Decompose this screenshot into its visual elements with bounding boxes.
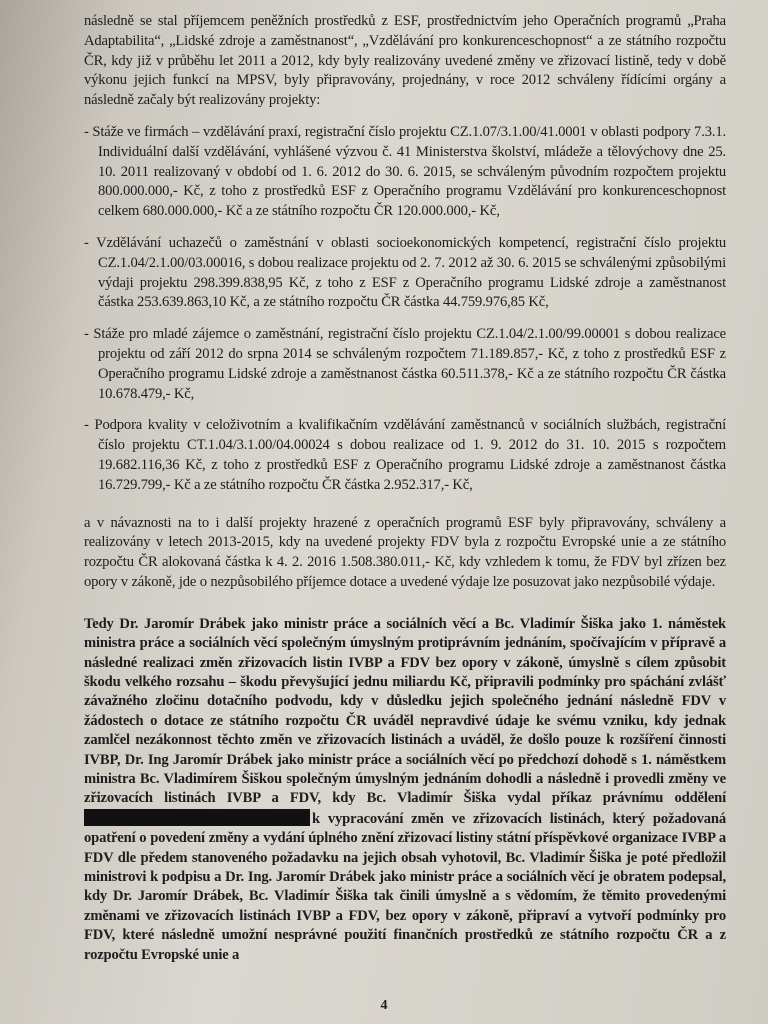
project-item-3: - Stáže pro mladé zájemce o zaměstnání, registrační číslo projektu CZ.1.04/2.1.00/99.00001 s dobou realizace projektu od září 2012 do srpna 2014 se schváleným rozpočtem 71.189.857,- Kč, z toho z prostředků ESF z Operačního programu Lidské zdroje a zaměstnanost částka 60.511.378,- Kč a ze státního rozpočtu ČR částka 10.678.479,- Kč, [84,326,726,402]
project-item-4: - Podpora kvality v celoživotním a kvalifikačním vzdělávání zaměstnanců v sociálních službách, registrační číslo projektu CT.1.04/3.1.00/04.00024 s dobou realizace od 1. 9. 2012 do 31. 10. 2015 s rozpočtem 19.682.116,36 Kč, z toho z prostředků ESF z Operačního programu Lidské zdroje a zaměstnanost částka 16.729.799,- Kč a ze státního rozpočtu ČR částka 2.952.317,- Kč, [84,417,726,493]
accusation-text-part-2: k vypracování změn ve zřizovacích listinách, který požadovaná opatření o povedení změny a vydání úplného znění zřizovací listiny státní příspěvkové organizace IVBP a FDV dle předem stanoveného požadavku na jejich obsah vyhotovil, Bc. Vladimír Šiška je poté předložil ministrovi k podpisu a Dr. Ing. Jaromír Drábek jako ministr práce a sociálních věcí je obratem podepsal, kdy Dr. Jaromír Drábek, Bc. Vladimír Šiška tak činili úmyslně a s vědomím, že těmito provedenými změnami ve zřizovacích listinách IVBP a FDV, bez opory v zákoně, připraví a vytvoří podmínky pro FDV, které následně umožní nesprávné použití finančních prostředků ze státního rozpočtu ČR a z rozpočtu Evropské unie a [84,810,726,963]
document-body [84,12,726,965]
intro-paragraph: následně se stal příjemcem peněžních prostředků z ESF, prostřednictvím jeho Operačních programů „Praha Adaptabilita“, „Lidské zdroje a zaměstnanost“, „Vzdělávání pro konkurenceschopnost“ a ze státního rozpočtu ČR, kdy již v průběhu let 2011 a 2012, kdy byly realizovány uvedené změny ve zřizovací listině, tedy v době výkonu jejich funkcí na MPSV, byly připravovány, projednány, v roce 2012 schváleny řídícími orgány a následně začaly být realizovány projekty: [84,13,726,109]
continuation-paragraph: a v návaznosti na to i další projekty hrazené z operačních programů ESF byly připravovány, schváleny a realizovány v letech 2013-2015, kdy na uvedené projekty FDV byla z rozpočtu Evropské unie a ze státního rozpočtu ČR alokovaná částka k 4. 2. 2016 1.508.380.011,- Kč, kdy vzhledem k tomu, že FDV byl zřízen bez opory v zákoně, jde o nezpůsobilého příjemce dotace a uvedené výdaje lze posuzovat jako nezpůsobilé výdaje. [84,514,726,590]
redaction-block [84,809,310,826]
project-item-1: - Stáže ve firmách – vzdělávání praxí, registrační číslo projektu CZ.1.07/3.1.00/41.0001 v oblasti podpory 7.3.1. Individuální další vzdělávání, vyhlášené výzvou č. 41 Ministerstva školství, mládeže a tělovýchovy dne 25. 10. 2011 realizovaný v období od 1. 6. 2012 do 30. 6. 2015, se schváleným původním rozpočtem projektu 800.000.000,- Kč, z toho z prostředků ESF z Operačního programu Vzdělávání pro konkurenceschopnost celkem 680.000.000,- Kč a ze státního rozpočtu ČR 120.000.000,- Kč, [84,123,726,220]
page-number: 4 [380,998,388,1013]
project-item-2: - Vzdělávání uchazečů o zaměstnání v oblasti socioekonomických kompetencí, registrační číslo projektu CZ.1.04/2.1.00/03.00016, s dobou realizace projektu od 2. 7. 2012 až 30. 6. 2015 se schválenými způsobilými výdaji projektu 298.399.838,95 Kč, z toho z ESF z Operačního programu Lidské zdroje a zaměstnanost částka 253.639.863,10 Kč, a ze státního rozpočtu ČR částka 44.759.976,85 Kč, [84,234,726,311]
accusation-text-part-1: Tedy Dr. Jaromír Drábek jako ministr práce a sociálních věcí a Bc. Vladimír Šiška jako 1. náměstek ministra práce a sociálních věcí společným úmyslným protiprávním jednáním, spočívajícím v přípravě a následné realizaci změn zřizovacích listin IVBP a FDV bez opory v zákoně, úmyslně s cílem způsobit škodu velkého rozsahu – škodu převyšující jednu miliardu Kč, připravili podmínky pro spáchání zvlášť závažného zločinu dotačního podvodu, kdy v důsledku jejich společného jednání následně FDV v žádostech o dotace ze státního rozpočtu ČR uváděl nepravdivé údaje ke svému vzniku, kdy jednak zamlčel nezákonnost těchto změn ve zřizovacích listinách a uváděl, že došlo pouze k rozšíření činnosti IVBP, Dr. Ing Jaromír Drábek jako ministr práce a sociálních věcí po předchozí dohodě s 1. náměstkem ministra Bc. Vladimírem Šiškou společným úmyslným jednáním dohodli a následně i provedli změny ve zřizovacích listinách IVBP a FDV, kdy Bc. Vladimír Šiška vydal příkaz právnímu oddělení [84,615,726,807]
accusation-paragraph [84,615,726,965]
